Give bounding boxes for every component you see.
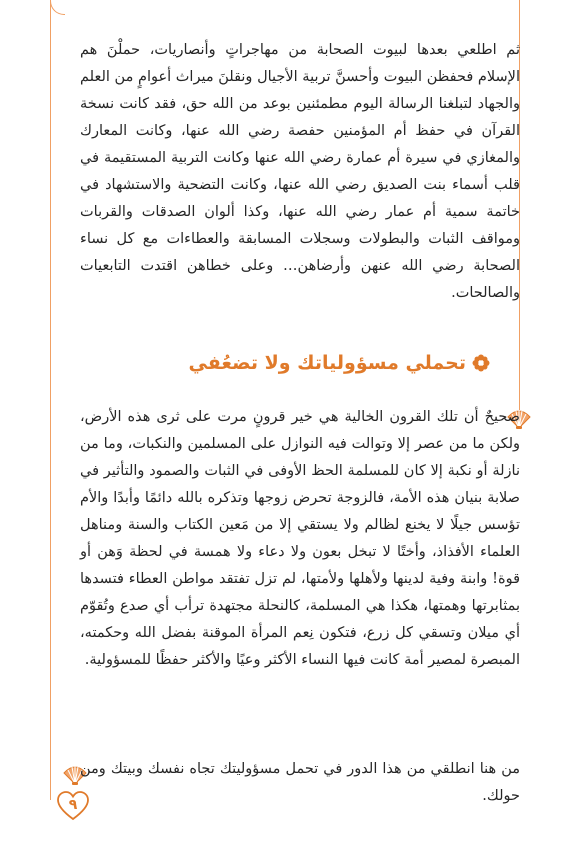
- page-number: [56, 790, 90, 822]
- page-frame-curve: [50, 0, 65, 15]
- intro-paragraph: [80, 37, 520, 307]
- page-number-text: ٩: [68, 797, 78, 813]
- section-heading: [189, 352, 491, 374]
- intro-text: ثم اطلعي بعدها لبيوت الصحابة من مهاجراتٍ وأنصاريات، حملْنَ هم الإسلام فحفظن البيوت وأحسنَّ تربية الأجيال ونقلنَ ميراث أعوامٍ من العلم والجهاد لتبلغنا الرسالة اليوم مطمئنين بوعد من الله حق، فقد كانت نسخة القرآن في حفظ أم المؤمنين حفصة رضي الله عنها، وكانت المعارك والمغازي في سيرة أم عمارة رضي الله عنها وكانت التربية المستقيمة في قلب أسماء بنت الصديق رضي الله عنها، وكانت التضحية والاستشهاد في خاتمة سمية أم عمار رضي الله عنها، وكذا ألوان الصدقات والقربات ومواقف الثبات والبطولات وسجلات المسابقة والعطاءات مع كل نساء الصحابة رضي الله عنهن وأرضاهن… وعلى خطاهن اقتدت التابعيات والصالحات.: [80, 42, 520, 301]
- section-heading-text: تحملي مسؤولياتك ولا تضعُفي: [188, 352, 466, 374]
- closing-paragraph: [80, 756, 520, 810]
- flower-icon: [472, 354, 490, 372]
- body-paragraph: [80, 404, 520, 674]
- page-frame-line: [50, 0, 51, 800]
- body-text: صحيحٌ أن تلك القرون الخالية هي خير قرونٍ مرت على ثرى هذه الأرض، ولكن ما من عصر إلا وتوالت فيه النوازل على المسلمين والنكبات، وما من نازلة أو نكبة إلا كان للمسلمة الحظ الأوفى في الثبات والصمود والتأثير في صلابة بنيان هذه الأمة، فالزوجة تحرض زوجها وتذكره بالله دائمًا وأبدًا والأم تؤسس جيلًا لا يخنع لظالم ولا يستقي إلا من مَعين الكتاب والسنة ومناهل العلماء الأفذاذ، وأختًا لا تبخل بعون ولا دعاء ولا همسة في لحظة وَهن أو قوة! وابنة وفية لدينها ولأهلها ولأمتها، لم تزل تفتقد مواطن العطاء فتسدها بمثابرتها وهمتها، هكذا هي المسلمة، كالنحلة مجتهدة ترأب أي صدع وتُقوّم أي ميلان وتسقي كل زرع، فتكون نِعم المرأة الموقنة بفضل الله وحكمته، المبصرة لمصير أمة كانت فيها النساء الأكثر وعيًا والأكثر حفظًا للمسؤولية.: [80, 409, 520, 668]
- closing-text: من هنا انطلقي من هذا الدور في تحمل مسؤوليتك تجاه نفسك وبيتك ومن حولك.: [80, 761, 520, 804]
